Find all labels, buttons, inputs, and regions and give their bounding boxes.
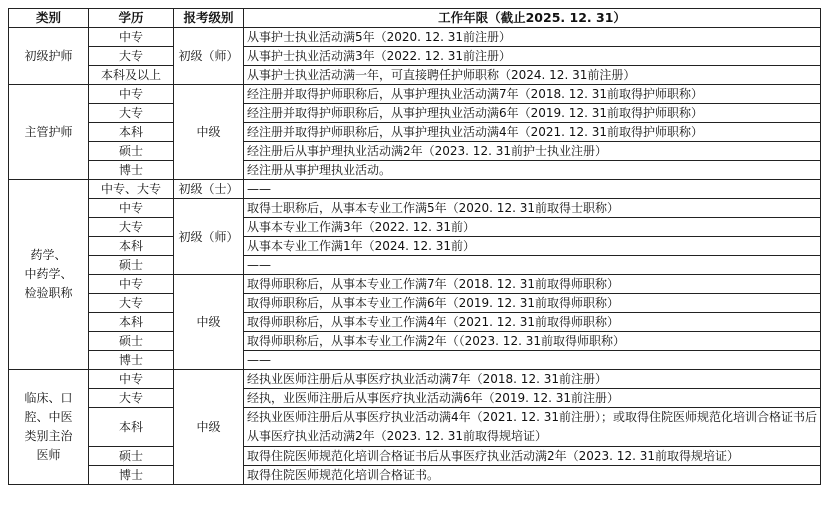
requirement-cell: 从事护士执业活动满3年（2022. 12. 31前注册） (244, 47, 821, 66)
requirement-cell: 取得师职称后，从事本专业工作满7年（2018. 12. 31前取得师职称） (244, 275, 821, 294)
education-cell: 博士 (89, 161, 174, 180)
table-row (9, 466, 821, 485)
requirement-cell: 取得师职称后，从事本专业工作满2年（（2023. 12. 31前取得师职称） (244, 332, 821, 351)
requirement-cell: 取得住院医师规范化培训合格证书。 (244, 466, 821, 485)
education-cell: 中专 (89, 28, 174, 47)
education-cell: 大专 (89, 218, 174, 237)
table-row (9, 47, 821, 66)
category-cell: 主管护师 (9, 85, 89, 180)
education-cell: 硕士 (89, 447, 174, 466)
requirement-cell: 经注册并取得护师职称后，从事护理执业活动满6年（2019. 12. 31前取得护师职称） (244, 104, 821, 123)
category-cell (9, 370, 89, 485)
education-cell: 大专 (89, 104, 174, 123)
requirement-cell: 经执，业医师注册后从事医疗执业活动满6年（2019. 12. 31前注册） (244, 389, 821, 408)
category-line: 中药学、 (24, 267, 73, 281)
requirement-cell: 经注册从事护理执业活动。 (244, 161, 821, 180)
level-cell: 初级（士） (174, 180, 244, 199)
table-row (9, 180, 821, 199)
category-line: 临床、口 (24, 391, 73, 405)
requirement-cell: —— (244, 180, 821, 199)
category-cell (9, 180, 89, 370)
requirement-cell: 从事本专业工作满3年（2022. 12. 31前） (244, 218, 821, 237)
requirement-cell: 取得师职称后，从事本专业工作满4年（2021. 12. 31前取得师职称） (244, 313, 821, 332)
table-row (9, 408, 821, 447)
table-row (9, 199, 821, 218)
qualification-table (8, 8, 821, 485)
table-row (9, 313, 821, 332)
education-cell: 硕士 (89, 142, 174, 161)
category-line: 检验职称 (24, 286, 73, 300)
education-cell: 大专 (89, 294, 174, 313)
table-row (9, 218, 821, 237)
header-level: 报考级别 (174, 9, 244, 28)
requirement-cell: —— (244, 256, 821, 275)
table-row (9, 370, 821, 389)
education-cell: 大专 (89, 389, 174, 408)
qualification-table-container (8, 8, 821, 485)
table-row (9, 123, 821, 142)
table-row (9, 447, 821, 466)
level-cell: 中级 (174, 275, 244, 370)
education-cell: 博士 (89, 351, 174, 370)
table-row (9, 85, 821, 104)
category-line: 腔、中医 (24, 410, 73, 424)
level-cell: 中级 (174, 85, 244, 180)
requirement-cell: 经注册并取得护师职称后，从事护理执业活动满4年（2021. 12. 31前取得护师职称） (244, 123, 821, 142)
education-cell: 本科 (89, 237, 174, 256)
header-category: 类别 (9, 9, 89, 28)
education-cell: 博士 (89, 466, 174, 485)
table-header-row (9, 9, 821, 28)
table-row (9, 28, 821, 47)
category-line: 医师 (36, 448, 61, 462)
table-row (9, 332, 821, 351)
table-row (9, 294, 821, 313)
requirement-cell: 从事护士执业活动满5年（2020. 12. 31前注册） (244, 28, 821, 47)
education-cell: 本科 (89, 408, 174, 447)
requirement-cell: 取得师职称后，从事本专业工作满6年（2019. 12. 31前取得师职称） (244, 294, 821, 313)
level-cell: 中级 (174, 370, 244, 485)
education-cell: 大专 (89, 47, 174, 66)
category-line: 类别主治 (24, 429, 73, 443)
education-cell: 硕士 (89, 256, 174, 275)
level-cell: 初级（师） (174, 28, 244, 85)
requirement-cell: —— (244, 351, 821, 370)
requirement-cell: 从事本专业工作满1年（2024. 12. 31前） (244, 237, 821, 256)
table-row (9, 256, 821, 275)
requirement-cell: 取得士职称后，从事本专业工作满5年（2020. 12. 31前取得士职称） (244, 199, 821, 218)
category-cell: 初级护师 (9, 28, 89, 85)
education-cell: 硕士 (89, 332, 174, 351)
requirement-cell: 经注册并取得护师职称后，从事护理执业活动满7年（2018. 12. 31前取得护师职称） (244, 85, 821, 104)
education-cell: 中专、大专 (89, 180, 174, 199)
table-row (9, 66, 821, 85)
education-cell: 本科及以上 (89, 66, 174, 85)
table-row (9, 161, 821, 180)
table-row (9, 142, 821, 161)
education-cell: 中专 (89, 275, 174, 294)
education-cell: 中专 (89, 370, 174, 389)
education-cell: 中专 (89, 199, 174, 218)
table-row (9, 389, 821, 408)
level-cell: 初级（师） (174, 199, 244, 275)
table-row (9, 275, 821, 294)
education-cell: 本科 (89, 313, 174, 332)
header-education: 学历 (89, 9, 174, 28)
table-row (9, 351, 821, 370)
requirement-cell: 经执业医师注册后从事医疗执业活动满7年（2018. 12. 31前注册） (244, 370, 821, 389)
table-row (9, 104, 821, 123)
table-row (9, 237, 821, 256)
requirement-cell: 从事护士执业活动满一年，可直接聘任护师职称（2024. 12. 31前注册） (244, 66, 821, 85)
requirement-cell: 经执业医师注册后从事医疗执业活动满4年（2021. 12. 31前注册）；或取得住院医师规范化培训合格证书后从事医疗执业活动满2年（2023. 12. 31前取得规培证） (244, 408, 821, 447)
header-years: 工作年限（截止2025. 12. 31） (244, 9, 821, 28)
requirement-cell: 取得住院医师规范化培训合格证书后从事医疗执业活动满2年（2023. 12. 31前取得规培证） (244, 447, 821, 466)
education-cell: 本科 (89, 123, 174, 142)
requirement-cell: 经注册后从事护理执业活动满2年（2023. 12. 31前护士执业注册） (244, 142, 821, 161)
category-line: 药学、 (30, 248, 67, 262)
education-cell: 中专 (89, 85, 174, 104)
